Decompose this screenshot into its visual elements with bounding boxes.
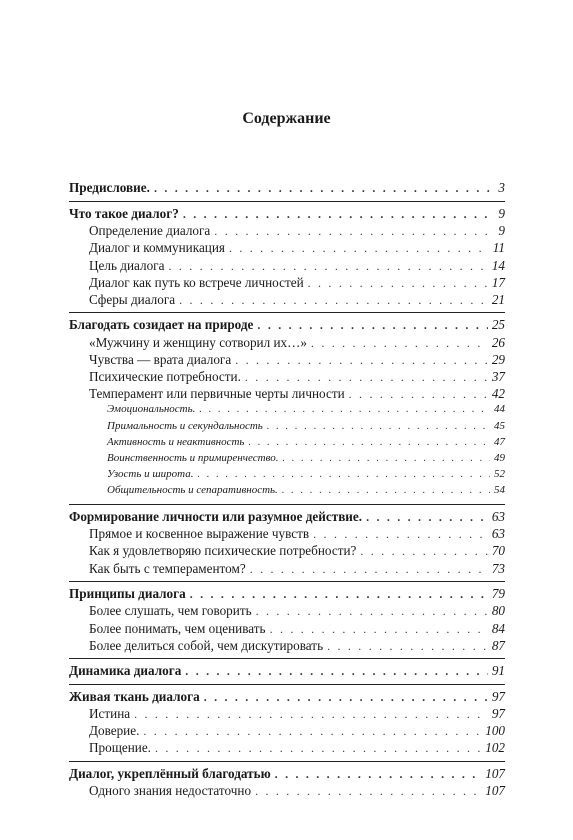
toc-entry-title: Прощение.	[89, 740, 151, 756]
dot-leader	[267, 421, 490, 432]
toc-entry-title: Диалог, укреплённый благодатью	[69, 765, 271, 781]
toc-entry-title: Истина	[89, 706, 131, 722]
toc-entry-page-number: 79	[491, 585, 505, 601]
toc-entry-page-number: 25	[491, 317, 505, 333]
toc-entry-page-number: 70	[491, 543, 505, 559]
dot-leader	[255, 784, 481, 799]
dot-leader	[214, 224, 494, 239]
dot-leader	[185, 664, 488, 679]
toc-entry-title: Узость и широта.	[107, 468, 194, 481]
toc-entry-page-number: 102	[485, 740, 505, 756]
toc-entry[interactable]	[69, 783, 505, 800]
toc-entry[interactable]	[69, 292, 505, 309]
section-divider	[69, 504, 505, 505]
toc-entry-title: Доверие.	[89, 723, 140, 739]
toc-entry[interactable]	[69, 740, 505, 757]
toc-entry-page-number: 14	[491, 257, 505, 273]
toc-entry-page-number: 3	[498, 180, 505, 195]
toc-entry-title: Как я удовлетворяю психические потребности?	[89, 543, 357, 559]
toc-entry-title: Живая ткань диалога	[69, 688, 200, 704]
dot-leader	[282, 485, 490, 496]
dot-leader	[308, 276, 488, 291]
toc-entry[interactable]	[69, 420, 505, 436]
dot-leader	[311, 336, 488, 351]
toc-entry-page-number: 9	[498, 205, 505, 221]
toc-entry-page-number: 63	[491, 508, 505, 524]
dot-leader	[197, 469, 490, 480]
toc-entry[interactable]	[69, 603, 505, 620]
toc-entry-title: Сферы диалога	[89, 291, 176, 307]
toc-entry[interactable]	[69, 335, 505, 352]
page-title: Содержание	[242, 110, 331, 127]
toc-entry-title: Цель диалога	[89, 257, 165, 273]
toc-entry-page-number: 91	[491, 662, 505, 678]
dot-leader	[235, 353, 488, 368]
toc-entry[interactable]	[69, 403, 505, 419]
toc-entry-page-number: 63	[491, 526, 505, 542]
dot-leader	[179, 293, 488, 308]
toc-entry[interactable]	[69, 240, 505, 257]
toc-entry-title: Диалог как путь ко встрече личностей	[89, 274, 304, 290]
toc-entry-page-number: 42	[491, 386, 505, 402]
toc-entry-page-number: 26	[491, 334, 505, 350]
toc-entry-title: Формирование личности или разумное действие.	[69, 508, 363, 524]
toc-entry-page-number: 87	[491, 637, 505, 653]
dot-leader	[256, 604, 488, 619]
toc-entry-page-number: 73	[491, 560, 505, 576]
toc-entry-title: Психические потребности.	[89, 369, 241, 385]
toc-entry-page-number: 29	[491, 351, 505, 367]
toc-entry-page-number: 84	[491, 620, 505, 636]
toc-entry[interactable]	[69, 468, 505, 484]
toc-entry-page-number: 107	[485, 765, 505, 781]
toc-entry[interactable]	[69, 543, 505, 560]
dot-leader	[270, 622, 488, 637]
toc-entry-title: Предисловие.	[69, 180, 150, 195]
toc-entry-title: Благодать созидает на природе	[69, 317, 254, 333]
toc-entry-title: Общительность и сепаративность.	[107, 484, 278, 497]
toc-entry-title: Диалог и коммуникация	[89, 240, 225, 256]
toc-entry[interactable]	[69, 386, 505, 403]
toc-entry-title: Более слушать, чем говорить	[89, 603, 252, 619]
toc-entry-page-number: 21	[491, 291, 505, 307]
toc-entry[interactable]	[69, 723, 505, 740]
toc-entry-title: Определение диалога	[89, 223, 211, 239]
toc-entry[interactable]	[69, 436, 505, 452]
toc-entry-page-number: 44	[494, 403, 505, 416]
dot-leader	[204, 690, 488, 705]
toc-entry-title: Примальность и секундальность	[107, 419, 263, 432]
toc-entry-title: Динамика диалога	[69, 662, 182, 678]
toc-entry-title: Чувства — врата диалога	[89, 351, 232, 367]
toc-entry-page-number: 100	[485, 723, 505, 739]
toc-entry[interactable]	[69, 621, 505, 638]
section-divider	[69, 684, 505, 685]
toc-entry[interactable]	[69, 561, 505, 578]
section-divider	[69, 658, 505, 659]
dot-leader	[134, 707, 488, 722]
toc-entry[interactable]	[69, 526, 505, 543]
toc-entry[interactable]	[69, 180, 505, 198]
toc-entry[interactable]	[69, 206, 505, 224]
toc-entry-page-number: 47	[494, 435, 505, 448]
dot-leader	[275, 767, 482, 782]
dot-leader	[199, 404, 490, 415]
section-divider	[69, 312, 505, 313]
dot-leader	[168, 259, 487, 274]
toc-entry-title: Активность и неактивность	[107, 435, 245, 448]
toc-entry-page-number: 97	[491, 706, 505, 722]
section-divider	[69, 761, 505, 762]
toc-entry-page-number: 49	[494, 452, 505, 465]
toc-entry[interactable]	[69, 706, 505, 723]
dot-leader	[245, 370, 488, 385]
toc-entry-page-number: 11	[492, 240, 505, 256]
toc-entry-page-number: 9	[498, 223, 505, 239]
dot-leader	[155, 741, 481, 756]
toc-entry-page-number: 45	[494, 419, 505, 432]
toc-entry-title: Что такое диалог?	[69, 205, 179, 221]
toc-entry-title: Более понимать, чем оценивать	[89, 620, 266, 636]
toc-entry[interactable]	[69, 766, 505, 784]
toc-entry[interactable]	[69, 663, 505, 681]
toc-entry-title: Темперамент или первичные черты личности	[89, 386, 345, 402]
dot-leader	[250, 562, 488, 577]
dot-leader	[349, 387, 488, 402]
dot-leader	[143, 724, 481, 739]
toc-entry-page-number: 97	[491, 688, 505, 704]
toc-entry[interactable]	[69, 317, 505, 335]
toc-entry-title: Прямое и косвенное выражение чувств	[89, 526, 310, 542]
toc-entry-title: Как быть с темпераментом?	[89, 560, 246, 576]
toc-entry-page-number: 37	[491, 369, 505, 385]
toc-entry-title: Эмоциональность.	[107, 403, 196, 416]
dot-leader	[190, 587, 488, 602]
toc-entry-page-number: 52	[494, 468, 505, 481]
toc-entry-page-number: 80	[491, 603, 505, 619]
section-divider	[69, 581, 505, 582]
dot-leader	[327, 639, 488, 654]
toc-entry[interactable]	[69, 509, 505, 527]
dot-leader	[154, 181, 494, 196]
toc-entry[interactable]	[69, 586, 505, 604]
toc-entry-page-number: 17	[491, 274, 505, 290]
dot-leader	[183, 207, 495, 222]
toc-entry-title: Более делиться собой, чем дискутировать	[89, 637, 324, 653]
dot-leader	[366, 510, 488, 525]
toc-entry[interactable]	[69, 275, 505, 292]
dot-leader	[229, 241, 489, 256]
toc-entry-title: Воинственность и примиренчество.	[107, 452, 279, 465]
dot-leader	[360, 544, 487, 559]
toc-entry[interactable]	[69, 352, 505, 369]
toc-entry[interactable]	[69, 689, 505, 707]
toc-entry-title: Одного знания недостаточно	[89, 783, 252, 799]
toc-entry[interactable]	[69, 258, 505, 275]
section-divider	[69, 201, 505, 202]
toc-entry[interactable]	[69, 369, 505, 386]
toc-entry-title: «Мужчину и женщину сотворил их…»	[89, 334, 307, 350]
toc-entry-page-number: 54	[494, 484, 505, 497]
toc-entry-title: Принципы диалога	[69, 585, 186, 601]
toc-entry[interactable]	[69, 223, 505, 240]
toc-entry[interactable]	[69, 638, 505, 655]
toc-entry[interactable]	[69, 452, 505, 468]
dot-leader	[248, 437, 490, 448]
toc-entry-page-number: 107	[485, 783, 505, 799]
dot-leader	[282, 453, 490, 464]
toc-entry[interactable]	[69, 484, 505, 500]
table-of-contents	[69, 180, 505, 800]
dot-leader	[257, 318, 487, 333]
dot-leader	[313, 527, 488, 542]
